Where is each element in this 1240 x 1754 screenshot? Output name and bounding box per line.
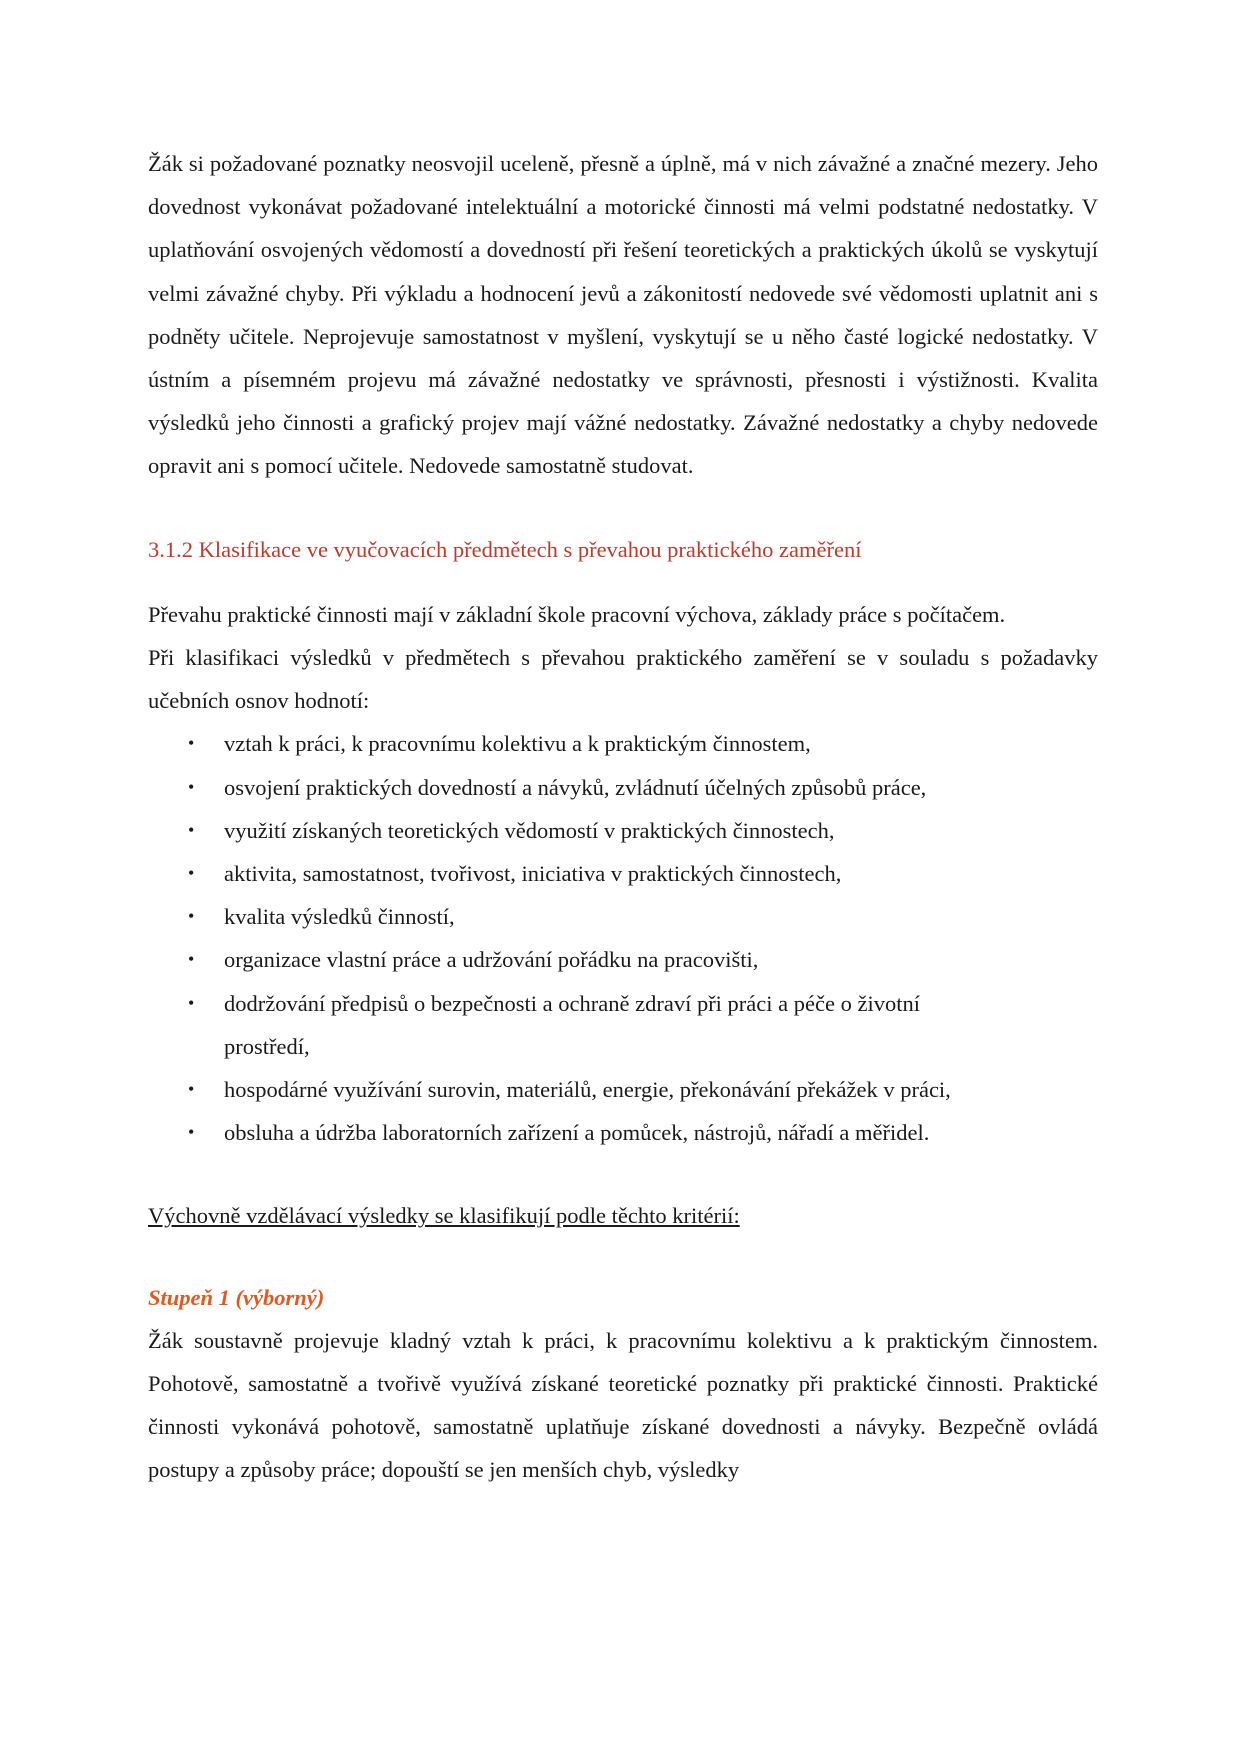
criteria-list xyxy=(148,722,1098,1154)
list-item xyxy=(148,809,1098,852)
list-item-text: aktivita, samostatnost, tvořivost, iniciativa v praktických činnostech, xyxy=(224,861,842,887)
list-item-text: hospodárné využívání surovin, materiálů, energie, překonávání překážek v práci, xyxy=(224,1077,951,1103)
bullet-icon: • xyxy=(188,949,195,970)
criteria-heading: Výchovně vzdělávací výsledky se klasifikují podle těchto kritérií: xyxy=(148,1203,740,1229)
list-item xyxy=(148,1068,1098,1111)
list-item xyxy=(148,938,1098,981)
bullet-icon: • xyxy=(188,863,195,884)
paragraph-classification-intro: Při klasifikaci výsledků v předmětech s převahou praktického zaměření se v souladu s požadavky učebních osnov hodnotí: xyxy=(148,645,1098,714)
list-item xyxy=(148,982,1098,1068)
list-item xyxy=(148,895,1098,938)
list-item-text: dodržování předpisů o bezpečnosti a ochraně zdraví při práci a péče o životní prostředí, xyxy=(224,990,920,1059)
bullet-icon: • xyxy=(188,992,195,1013)
paragraph-grade1-description: Žák soustavně projevuje kladný vztah k práci, k pracovnímu kolektivu a k praktickým činnostem. Pohotově, samostatně a tvořivě využívá získané teoretické poznatky při praktické činnosti. Praktické činnosti vykonává pohotově, samostatně uplatňuje získané dovednosti a návyky. Bezpečně ovládá postupy a způsoby práce; dopouští se jen menších chyb, výsledky xyxy=(148,1327,1098,1483)
list-item xyxy=(148,852,1098,895)
bullet-icon: • xyxy=(188,733,195,754)
list-item xyxy=(148,722,1098,765)
list-item-text: využití získaných teoretických vědomostí v praktických činnostech, xyxy=(224,817,835,843)
list-item-text: organizace vlastní práce a udržování pořádku na pracovišti, xyxy=(224,947,759,973)
bullet-icon: • xyxy=(188,819,195,840)
paragraph-grade5-description: Žák si požadované poznatky neosvojil uceleně, přesně a úplně, má v nich závažné a značné mezery. Jeho dovednost vykonávat požadované intelektuální a motorické činnosti má velmi podstatné nedostatky. V uplatňování osvojených vědomostí a dovedností při řešení teoretických a praktických úkolů se vyskytují velmi závažné chyby. Při výkladu a hodnocení jevů a zákonitostí nedovede své vědomosti uplatnit ani s podněty učitele. Neprojevuje samostatnost v myšlení, vyskytují se u něho časté logické nedostatky. V ústním a písemném projevu má závažné nedostatky ve správnosti, přesnosti i výstižnosti. Kvalita výsledků jeho činnosti a grafický projev mají vážné nedostatky. Závažné nedostatky a chyby nedovede opravit ani s pomocí učitele. Nedovede samostatně studovat. xyxy=(148,151,1098,479)
section-heading: 3.1.2 Klasifikace ve vyučovacích předmětech s převahou praktického zaměření xyxy=(148,536,862,562)
document-page xyxy=(148,142,1098,1492)
list-item-text: obsluha a údržba laboratorních zařízení a pomůcek, nástrojů, nářadí a měřidel. xyxy=(224,1120,930,1146)
bullet-icon: • xyxy=(188,1079,195,1100)
bullet-icon: • xyxy=(188,1122,195,1143)
list-item-text: vztah k práci, k pracovnímu kolektivu a k praktickým činnostem, xyxy=(224,731,811,757)
list-item-text: kvalita výsledků činností, xyxy=(224,904,455,930)
list-item xyxy=(148,766,1098,809)
list-item-text: osvojení praktických dovedností a návyků, zvládnutí účelných způsobů práce, xyxy=(224,774,927,800)
grade-1-heading: Stupeň 1 (výborný) xyxy=(148,1284,325,1310)
list-item xyxy=(148,1111,1098,1154)
paragraph-practical-subjects: Převahu praktické činnosti mají v základní škole pracovní výchova, základy práce s počítačem. xyxy=(148,601,1006,627)
bullet-icon: • xyxy=(188,906,195,927)
bullet-icon: • xyxy=(188,776,195,797)
